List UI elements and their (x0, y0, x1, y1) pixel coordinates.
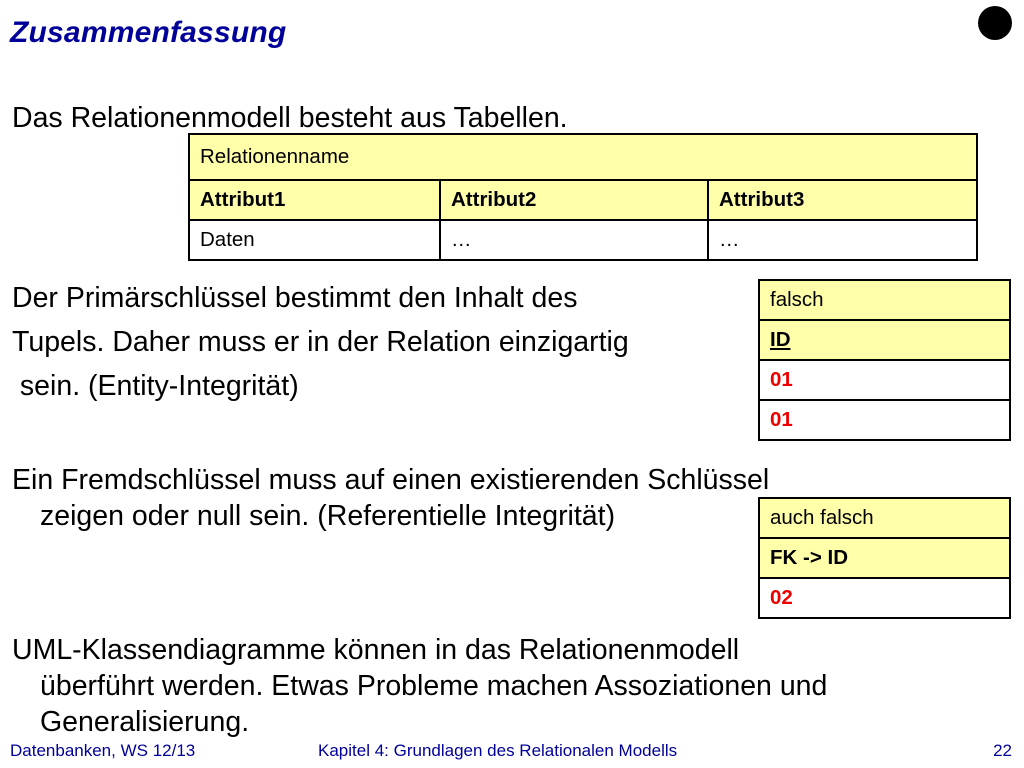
pk-table-label: falsch (759, 280, 1010, 320)
fk-table-header: FK -> ID (759, 538, 1010, 578)
data-cell-1: Daten (189, 220, 440, 260)
bullet-uml (12, 632, 827, 740)
pk-table-header: ID (759, 320, 1010, 360)
fk-table-label: auch falsch (759, 498, 1010, 538)
bullet-relational-model: Das Relationenmodell besteht aus Tabellen. (12, 102, 568, 134)
footer-course: Datenbanken, WS 12/13 (10, 741, 196, 760)
pk-value-row: 01 (759, 400, 1010, 440)
bullet-uml-line1: UML-Klassendiagramme können in das Relationenmodell (12, 634, 740, 666)
bullet-foreign-key-line1: Ein Fremdschlüssel muss auf einen existierenden Schlüssel (12, 464, 770, 496)
bullet-uml-line2: überführt werden. Etwas Probleme machen Assoziationen und (40, 670, 828, 702)
slide-title: Zusammenfassung (10, 16, 287, 49)
bullet-primary-key-line1: Der Primärschlüssel bestimmt den Inhalt des (12, 282, 578, 314)
attribute-header-2: Attribut2 (440, 180, 708, 220)
footer-chapter: Kapitel 4: Grundlagen des Relationalen Modells (318, 741, 678, 760)
attribute-header-1: Attribut1 (189, 180, 440, 220)
bullet-uml-line3: Generalisierung. (40, 706, 250, 738)
data-cell-2: … (440, 220, 708, 260)
fk-value-row: 02 (759, 578, 1010, 618)
pk-value-row: 01 (759, 360, 1010, 400)
bullet-primary-key (12, 280, 629, 404)
relation-name-cell: Relationenname (189, 134, 977, 180)
primary-key-table (758, 279, 1011, 441)
attribute-header-3: Attribut3 (708, 180, 977, 220)
bullet-foreign-key-line2: zeigen oder null sein. (Referentielle Integrität) (40, 500, 616, 532)
foreign-key-table (758, 497, 1011, 619)
data-cell-3: … (708, 220, 977, 260)
footer-page-number: 22 (993, 741, 1012, 760)
relation-table (188, 133, 978, 261)
bullet-primary-key-line3: sein. (Entity-Integrität) (12, 370, 299, 402)
bullet-foreign-key (12, 462, 769, 534)
bullet-dot-icon (978, 6, 1012, 40)
bullet-primary-key-line2: Tupels. Daher muss er in der Relation einzigartig (12, 326, 629, 358)
